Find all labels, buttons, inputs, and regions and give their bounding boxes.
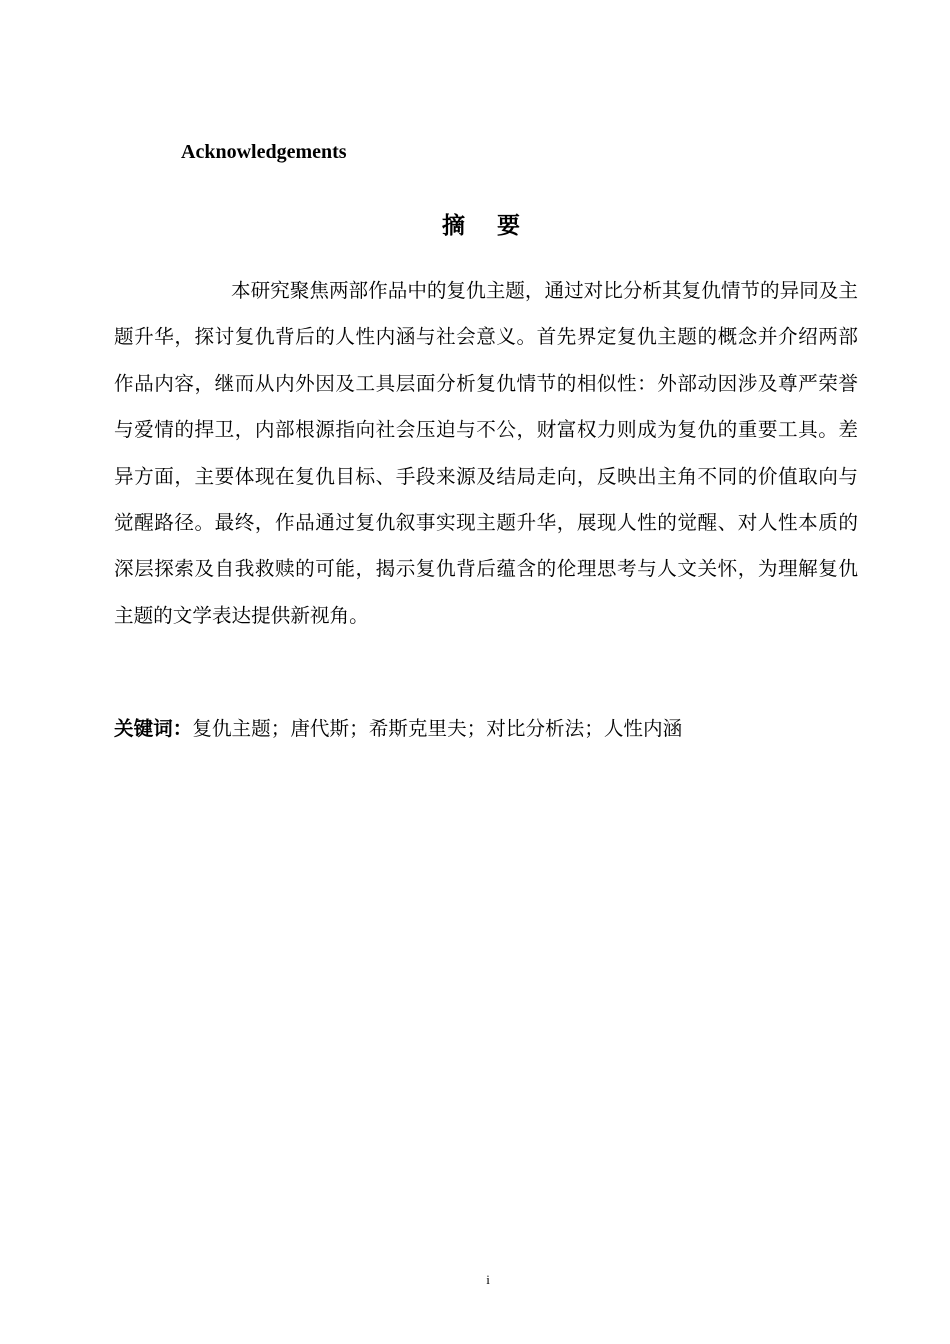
acknowledgements-heading: Acknowledgements	[181, 141, 347, 163]
keywords-line	[114, 709, 858, 749]
keywords-label: 关键词：	[114, 717, 193, 740]
abstract-title: 摘 要	[441, 213, 532, 239]
keywords-items: 复仇主题；唐代斯；希斯克里夫；对比分析法；人性内涵	[192, 717, 683, 740]
page-number: i	[486, 1272, 490, 1287]
abstract-body: 本研究聚焦两部作品中的复仇主题，通过对比分析其复仇情节的异同及主题升华，探讨复仇背后的人性内涵与社会意义。首先界定复仇主题的概念并介绍两部作品内容，继而从内外因及工具层面分析复仇情节的相似性：外部动因涉及尊严荣誉与爱情的捍卫，内部根源指向社会压迫与不公，财富权力则成为复仇的重要工具。差异方面，主要体现在复仇目标、手段来源及结局走向，反映出主角不同的价值取向与觉醒路径。最终，作品通过复仇叙事实现主题升华，展现人性的觉醒、对人性本质的深层探索及自我救赎的可能，揭示复仇背后蕴含的伦理思考与人文关怀，为理解复仇主题的文学表达提供新视角。	[114, 279, 858, 627]
